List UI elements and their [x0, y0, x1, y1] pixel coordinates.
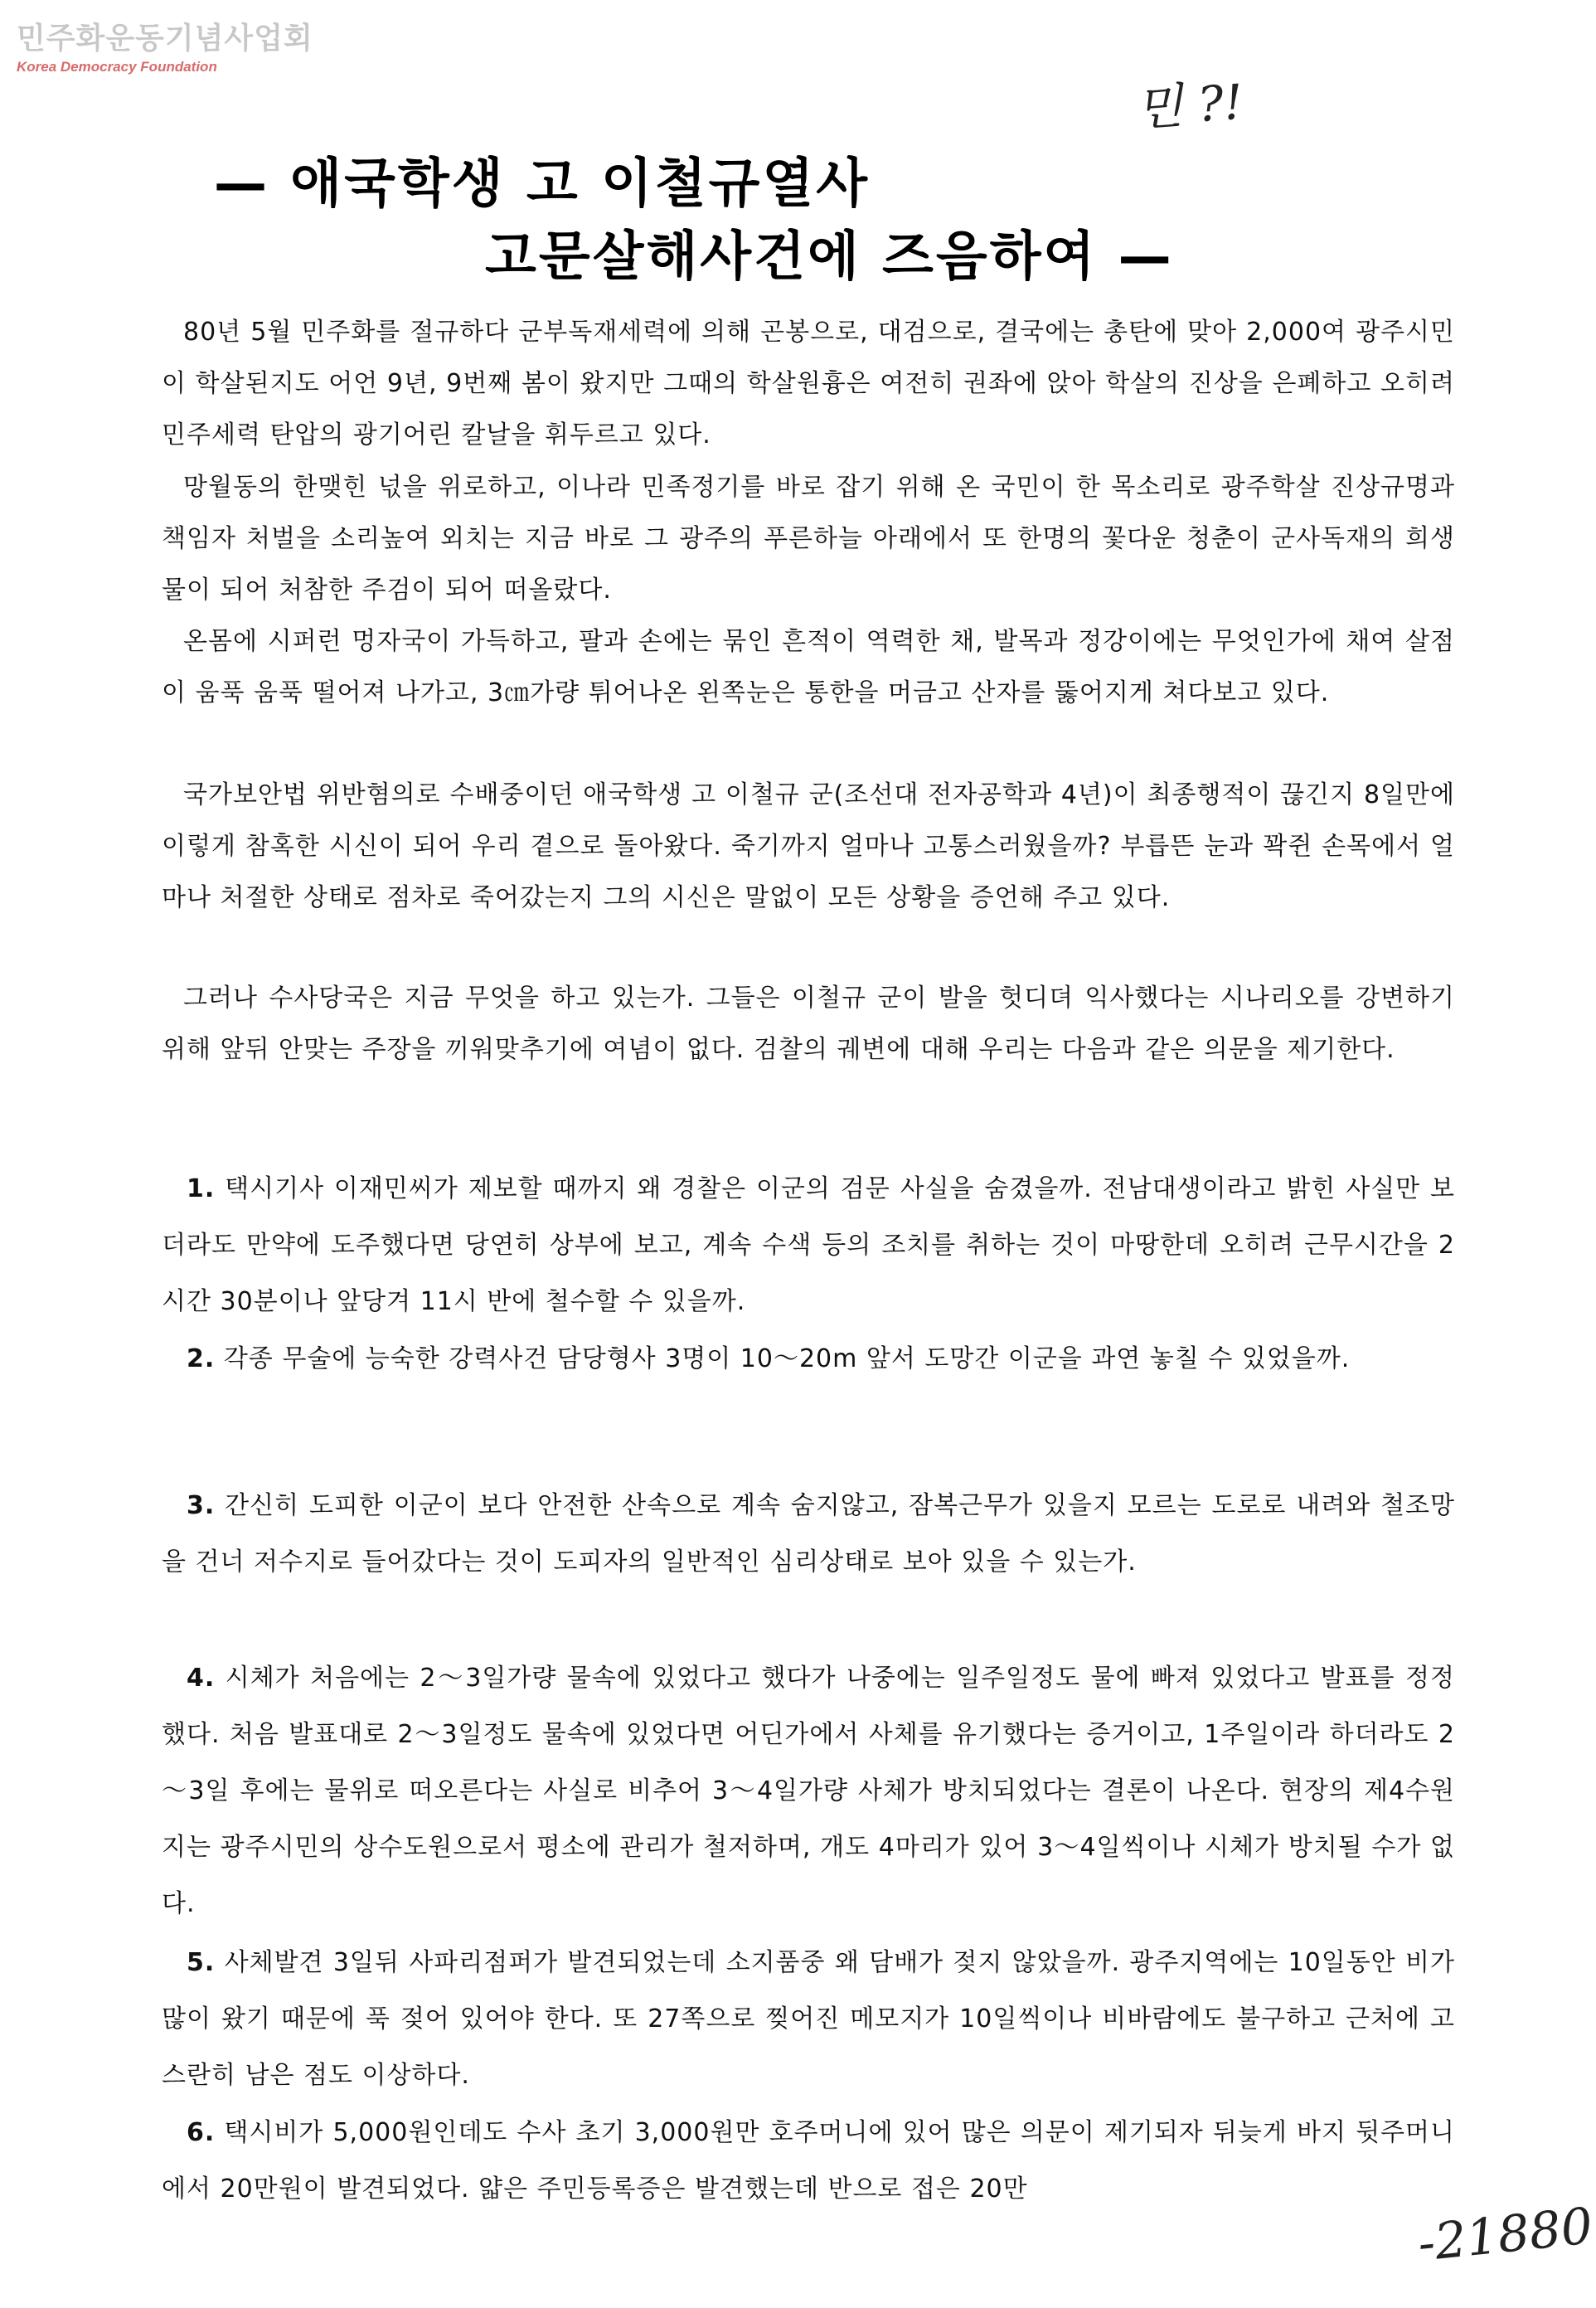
paragraph-4	[162, 770, 1455, 924]
logo-korean-text: 민주화운동기념사업회	[17, 22, 313, 56]
paragraph-1	[162, 307, 1455, 461]
question-number: 4.	[187, 1664, 216, 1693]
paragraph-3	[162, 616, 1455, 719]
paragraph-5	[162, 973, 1455, 1076]
question-number: 5.	[187, 1948, 216, 1977]
paragraph-2	[162, 462, 1455, 616]
paragraph-text: 망월동의 한맺힌 넋을 위로하고, 이나라 민족정기를 바로 잡기 위해 온 국민이 한 목소리로 광주학살 진상규명과 책임자 처벌을 소리높여 외치는 지금 바로 그 광주의 푸른하늘 아래에서 또 한명의 꽃다운 청춘이 군사독재의 희생물이 되어 처참한 주검이 되어 떠올랐다.	[162, 473, 1455, 605]
question-1	[162, 1161, 1455, 1330]
question-number: 1.	[187, 1174, 216, 1203]
question-4	[162, 1650, 1455, 1932]
question-text: 시체가 처음에는 2～3일가량 물속에 있었다고 했다가 나중에는 일주일정도 물에 빠져 있었다고 발표를 정정했다. 처음 발표대로 2～3일정도 물속에 있었다면 어딘가에서 사체를 유기했다는 증거이고, 1주일이라 하더라도 2～3일 후에는 물위로 떠오른다는 사실로 비추어 3～4일가량 사체가 방치되었다는 결론이 나온다. 현장의 제4수원지는 광주시민의 상수도원으로서 평소에 관리가 철저하며, 개도 4마리가 있어 3～4일씩이나 시체가 방치될 수가 없다.	[162, 1664, 1455, 1918]
question-text: 간신히 도피한 이군이 보다 안전한 산속으로 계속 숨지않고, 잠복근무가 있을지 모르는 도로로 내려와 철조망을 건너 저수지로 들어갔다는 것이 도피자의 일반적인 심리상태로 보아 있을 수 있는가.	[162, 1491, 1456, 1577]
paragraph-text: 온몸에 시퍼런 멍자국이 가득하고, 팔과 손에는 묶인 흔적이 역력한 채, 발목과 정강이에는 무엇인가에 채여 살점이 움푹 움푹 떨어져 나가고, 3㎝가량 튀어나온 왼쪽눈은 통한을 머금고 산자를 뚫어지게 쳐다보고 있다.	[162, 627, 1455, 707]
handwritten-page-number: -21880	[1414, 2197, 1596, 2273]
question-5	[162, 1935, 1455, 2104]
paragraph-text: 80년 5월 민주화를 절규하다 군부독재세력에 의해 곤봉으로, 대검으로, 결국에는 총탄에 맞아 2,000여 광주시민이 학살된지도 어언 9년, 9번째 봄이 왔지만 그때의 학살원흉은 여전히 권좌에 앉아 학살의 진상을 은폐하고 오히려 민주세력 탄압의 광기어린 칼날을 휘두르고 있다.	[162, 318, 1455, 449]
question-text: 택시비가 5,000원인데도 수사 초기 3,000원만 호주머니에 있어 많은 의문이 제기되자 뒤늦게 바지 뒷주머니에서 20만원이 발견되었다. 얇은 주민등록증은 발견했는데 반으로 접은 20만	[162, 2118, 1455, 2204]
question-6	[162, 2105, 1455, 2218]
question-number: 2.	[187, 1344, 216, 1373]
question-number: 6.	[187, 2118, 216, 2147]
title-line-2: 고문살해사건에 즈음하여 —	[485, 226, 1174, 288]
question-text: 사체발견 3일뒤 사파리점퍼가 발견되었는데 소지품중 왜 담배가 젖지 않았을까. 광주지역에는 10일동안 비가 많이 왔기 때문에 푹 젖어 있어야 한다. 또 27쪽으로 찢어진 메모지가 10일씩이나 비바람에도 불구하고 근처에 고스란히 남은 점도 이상하다.	[162, 1948, 1455, 2090]
paragraph-text: 그러나 수사당국은 지금 무엇을 하고 있는가. 그들은 이철규 군이 발을 헛디뎌 익사했다는 시나리오를 강변하기 위해 앞뒤 안맞는 주장을 끼워맞추기에 여념이 없다. 검찰의 궤변에 대해 우리는 다음과 같은 의문을 제기한다.	[162, 984, 1455, 1064]
handwritten-mark-top: 민 ?!	[1134, 73, 1245, 138]
question-3	[162, 1478, 1455, 1591]
question-text: 택시기사 이재민씨가 제보할 때까지 왜 경찰은 이군의 검문 사실을 숨겼을까. 전남대생이라고 밝힌 사실만 보더라도 만약에 도주했다면 당연히 상부에 보고, 계속 수색 등의 조치를 취하는 것이 마땅한데 오히려 근무시간을 2시간 30분이나 앞당겨 11시 반에 철수할 수 있을까.	[162, 1174, 1456, 1316]
question-2	[162, 1331, 1455, 1387]
question-text: 각종 무술에 능숙한 강력사건 담당형사 3명이 10～20m 앞서 도망간 이군을 과연 놓칠 수 있었을까.	[223, 1344, 1351, 1373]
paragraph-text: 국가보안법 위반혐의로 수배중이던 애국학생 고 이철규 군(조선대 전자공학과 4년)이 최종행적이 끊긴지 8일만에 이렇게 참혹한 시신이 되어 우리 곁으로 돌아왔다. 죽기까지 얼마나 고통스러웠을까? 부릅뜬 눈과 꽉쥔 손목에서 얼마나 처절한 상태로 점차로 죽어갔는지 그의 시신은 말없이 모든 상황을 증언해 주고 있다.	[162, 780, 1455, 912]
title-line-1: — 애국학생 고 이철규열사	[214, 153, 871, 215]
logo-english-text: Korea Democracy Foundation	[17, 59, 217, 75]
question-number: 3.	[187, 1491, 216, 1520]
foundation-logo	[17, 15, 313, 75]
